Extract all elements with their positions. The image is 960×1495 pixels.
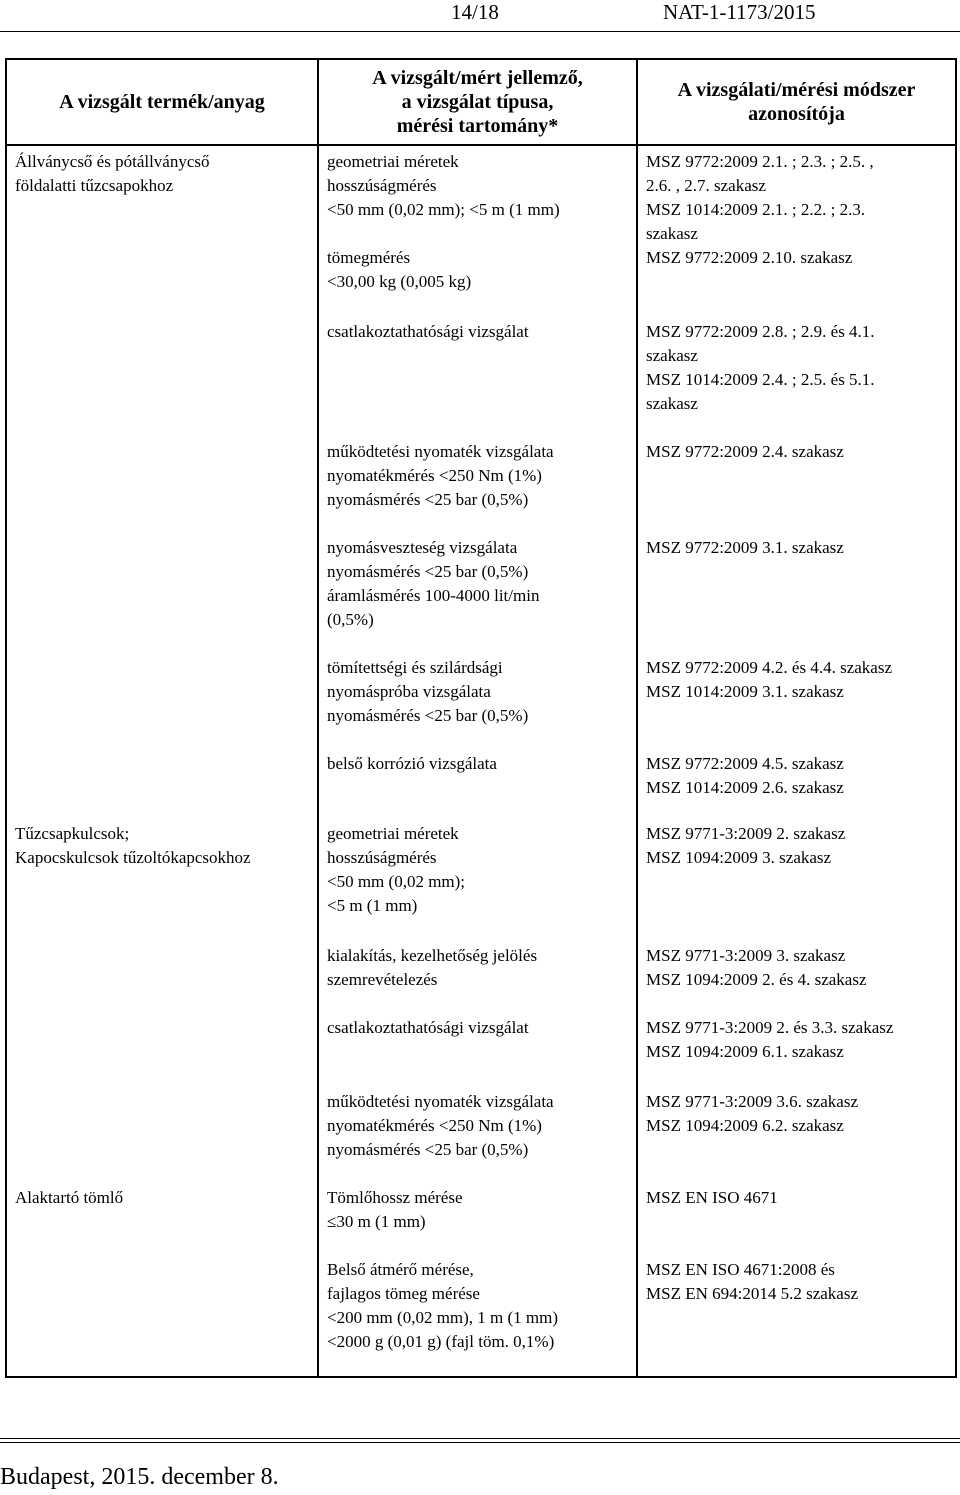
characteristic-cell: geometriai méretek hosszúságmérés <50 mm (0,02 mm); <5 m (1 mm) xyxy=(318,145,637,246)
product-cell: Alaktartó tömlő xyxy=(6,1186,318,1377)
column-header-method: A vizsgálati/mérési módszer azonosítója xyxy=(637,59,956,145)
method-cell: MSZ EN ISO 4671:2008 és MSZ EN 694:2014 5.2 szakasz xyxy=(637,1258,956,1377)
method-cell: MSZ 9771-3:2009 2. szakasz MSZ 1094:2009 3. szakasz xyxy=(637,822,956,944)
footer-rule xyxy=(0,1442,960,1443)
characteristic-cell: tömegmérés <30,00 kg (0,005 kg) xyxy=(318,246,637,320)
table-row xyxy=(6,145,956,246)
accreditation-table xyxy=(5,58,957,1378)
product-cell: Tűzcsapkulcsok; Kapocskulcsok tűzoltókapcsokhoz xyxy=(6,822,318,1186)
characteristic-cell: kialakítás, kezelhetőség jelölés szemrevételezés xyxy=(318,944,637,1016)
page-number: 14/18 xyxy=(451,0,499,24)
method-cell: MSZ 9771-3:2009 3. szakasz MSZ 1094:2009 2. és 4. szakasz xyxy=(637,944,956,1016)
characteristic-cell: nyomásveszteség vizsgálata nyomásmérés <25 bar (0,5%) áramlásmérés 100-4000 lit/min (0,5%) xyxy=(318,536,637,656)
method-cell: MSZ 9772:2009 4.5. szakasz MSZ 1014:2009 2.6. szakasz xyxy=(637,752,956,822)
method-cell: MSZ 9772:2009 2.4. szakasz xyxy=(637,440,956,536)
method-cell: MSZ 9772:2009 3.1. szakasz xyxy=(637,536,956,656)
characteristic-cell: csatlakoztathatósági vizsgálat xyxy=(318,1016,637,1090)
method-cell: MSZ 9772:2009 4.2. és 4.4. szakasz MSZ 1014:2009 3.1. szakasz xyxy=(637,656,956,752)
characteristic-cell: geometriai méretek hosszúságmérés <50 mm (0,02 mm); <5 m (1 mm) xyxy=(318,822,637,944)
column-header-characteristic: A vizsgált/mért jellemző, a vizsgálat típusa, mérési tartomány* xyxy=(318,59,637,145)
table-header-row xyxy=(6,59,956,145)
table-row xyxy=(6,1186,956,1258)
characteristic-cell: belső korrózió vizsgálata xyxy=(318,752,637,822)
place-date: Budapest, 2015. december 8. xyxy=(0,1464,279,1490)
product-cell: Állványcső és pótállványcső földalatti tűzcsapokhoz xyxy=(6,145,318,822)
header-rule xyxy=(0,31,960,32)
characteristic-cell: Belső átmérő mérése, fajlagos tömeg mérése <200 mm (0,02 mm), 1 m (1 mm) <2000 g (0,01 g) (fajl töm. 0,1%) xyxy=(318,1258,637,1377)
method-cell: MSZ 9771-3:2009 2. és 3.3. szakasz MSZ 1094:2009 6.1. szakasz xyxy=(637,1016,956,1090)
characteristic-cell: működtetési nyomaték vizsgálata nyomatékmérés <250 Nm (1%) nyomásmérés <25 bar (0,5%) xyxy=(318,1090,637,1186)
column-header-product: A vizsgált termék/anyag xyxy=(6,59,318,145)
footer-rule xyxy=(0,1438,960,1439)
table-row xyxy=(6,822,956,944)
document-code: NAT-1-1173/2015 xyxy=(663,0,816,24)
method-cell: MSZ 9772:2009 2.10. szakasz xyxy=(637,246,956,320)
characteristic-cell: Tömlőhossz mérése ≤30 m (1 mm) xyxy=(318,1186,637,1258)
characteristic-cell: csatlakoztathatósági vizsgálat xyxy=(318,320,637,440)
characteristic-cell: tömítettségi és szilárdsági nyomáspróba vizsgálata nyomásmérés <25 bar (0,5%) xyxy=(318,656,637,752)
method-cell: MSZ 9772:2009 2.1. ; 2.3. ; 2.5. , 2.6. , 2.7. szakasz MSZ 1014:2009 2.1. ; 2.2. ; 2.3. szakasz xyxy=(637,145,956,246)
method-cell: MSZ 9771-3:2009 3.6. szakasz MSZ 1094:2009 6.2. szakasz xyxy=(637,1090,956,1186)
method-cell: MSZ EN ISO 4671 xyxy=(637,1186,956,1258)
method-cell: MSZ 9772:2009 2.8. ; 2.9. és 4.1. szakasz MSZ 1014:2009 2.4. ; 2.5. és 5.1. szakasz xyxy=(637,320,956,440)
characteristic-cell: működtetési nyomaték vizsgálata nyomatékmérés <250 Nm (1%) nyomásmérés <25 bar (0,5%) xyxy=(318,440,637,536)
